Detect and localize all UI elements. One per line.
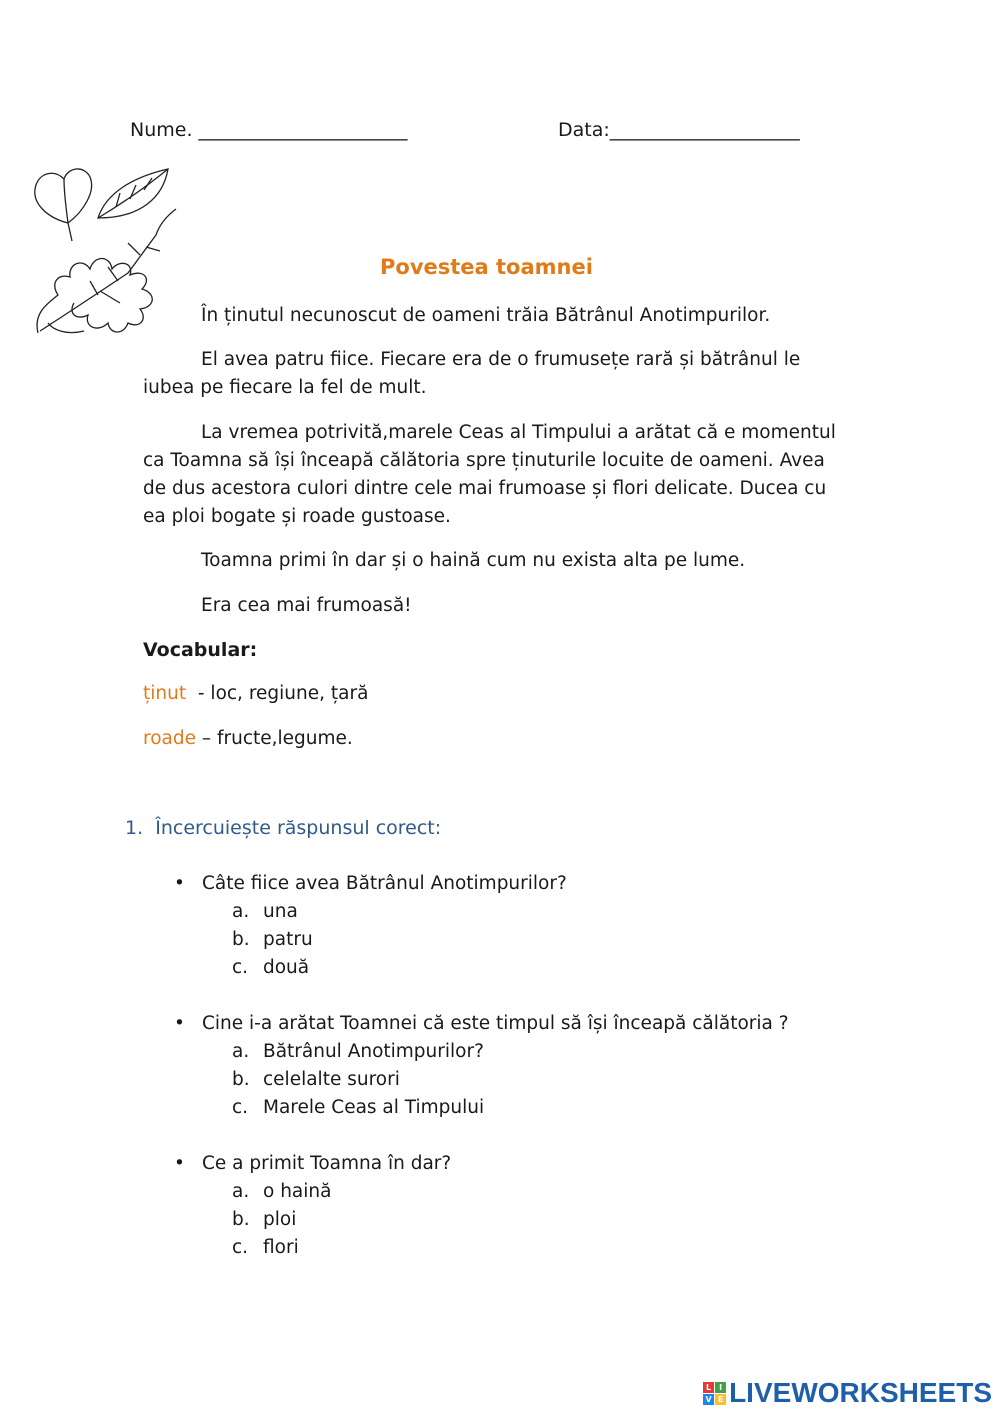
answer-option[interactable]: [232, 929, 313, 950]
vocabulary-definition: - loc, regiune, țară: [186, 683, 369, 704]
name-field[interactable]: Nume. ______________________: [130, 119, 408, 141]
exercise-instruction: [125, 817, 441, 839]
story-paragraph-2: [143, 346, 843, 402]
option-text: Bătrânul Anotimpurilor?: [263, 1041, 484, 1062]
question-2: [174, 1013, 894, 1034]
question-3: [174, 1153, 894, 1174]
vocabulary-heading: Vocabular:: [143, 639, 258, 661]
option-text: o haină: [263, 1181, 332, 1202]
option-text: ploi: [263, 1209, 297, 1230]
answer-option[interactable]: [232, 1069, 400, 1090]
bullet-icon: •: [174, 1013, 185, 1034]
option-text: patru: [263, 929, 313, 950]
answer-option[interactable]: [232, 1237, 299, 1258]
option-label: c.: [232, 957, 249, 978]
option-label: b.: [232, 929, 250, 950]
option-text: Marele Ceas al Timpului: [263, 1097, 485, 1118]
liveworksheets-logo-icon: [703, 1382, 726, 1405]
option-text: două: [263, 957, 310, 978]
question-text: Câte fiice avea Bătrânul Anotimpurilor?: [202, 873, 567, 894]
paragraph-text: Toamna primi în dar și o haină cum nu exista alta pe lume.: [201, 550, 746, 571]
option-label: b.: [232, 1209, 250, 1230]
story-paragraph-5: [143, 592, 843, 620]
liveworksheets-brand[interactable]: [703, 1376, 992, 1410]
option-label: a.: [232, 1181, 250, 1202]
option-label: b.: [232, 1069, 250, 1090]
logo-letter: V: [703, 1394, 714, 1405]
answer-option[interactable]: [232, 1209, 296, 1230]
paragraph-text: În ținutul necunoscut de oameni trăia Bătrânul Anotimpurilor.: [201, 305, 771, 326]
answer-option[interactable]: [232, 901, 298, 922]
bullet-icon: •: [174, 873, 185, 894]
instruction-text: Încercuiește răspunsul corect:: [155, 817, 442, 839]
question-1: [174, 873, 894, 894]
paragraph-text: La vremea potrivită,marele Ceas al Timpului a arătat că e momentul ca Toamna să își înceapă călătoria spre ținuturile locuite de oameni. Avea de dus acestora culori dintre cele mai frumoase și flori delicate. Ducea cu ea ploi bogate și roade gustoase.: [143, 422, 836, 527]
exercise-number: 1.: [125, 817, 144, 839]
date-field[interactable]: Data:____________________: [558, 119, 800, 141]
bullet-icon: •: [174, 1153, 185, 1174]
option-label: c.: [232, 1237, 249, 1258]
answer-option[interactable]: [232, 1097, 484, 1118]
option-label: a.: [232, 901, 250, 922]
option-text: celelalte surori: [263, 1069, 400, 1090]
question-text: Ce a primit Toamna în dar?: [202, 1153, 452, 1174]
story-paragraph-1: [143, 302, 843, 330]
option-label: c.: [232, 1097, 249, 1118]
answer-option[interactable]: [232, 1041, 484, 1062]
vocabulary-term: ținut: [143, 683, 187, 704]
logo-letter: L: [703, 1382, 714, 1393]
option-text: una: [263, 901, 298, 922]
option-label: a.: [232, 1041, 250, 1062]
vocabulary-definition: – fructe,legume.: [195, 728, 353, 749]
story-paragraph-3: [143, 419, 843, 531]
vocabulary-term: roade: [143, 728, 196, 749]
story-paragraph-4: [143, 547, 843, 575]
vocabulary-item: [143, 728, 353, 749]
brand-text: LIVEWORKSHEETS: [729, 1377, 992, 1408]
question-text: Cine i-a arătat Toamnei că este timpul să își înceapă călătoria ?: [202, 1013, 789, 1034]
paragraph-text: El avea patru fiice. Fiecare era de o frumusețe rară și bătrânul le iubea pe fiecare la fel de mult.: [143, 349, 801, 398]
answer-option[interactable]: [232, 957, 309, 978]
logo-letter: E: [715, 1394, 726, 1405]
logo-letter: I: [715, 1382, 726, 1393]
paragraph-text: Era cea mai frumoasă!: [201, 595, 412, 616]
option-text: flori: [263, 1237, 299, 1258]
answer-option[interactable]: [232, 1181, 331, 1202]
story-title: Povestea toamnei: [380, 255, 593, 279]
vocabulary-item: [143, 683, 368, 704]
